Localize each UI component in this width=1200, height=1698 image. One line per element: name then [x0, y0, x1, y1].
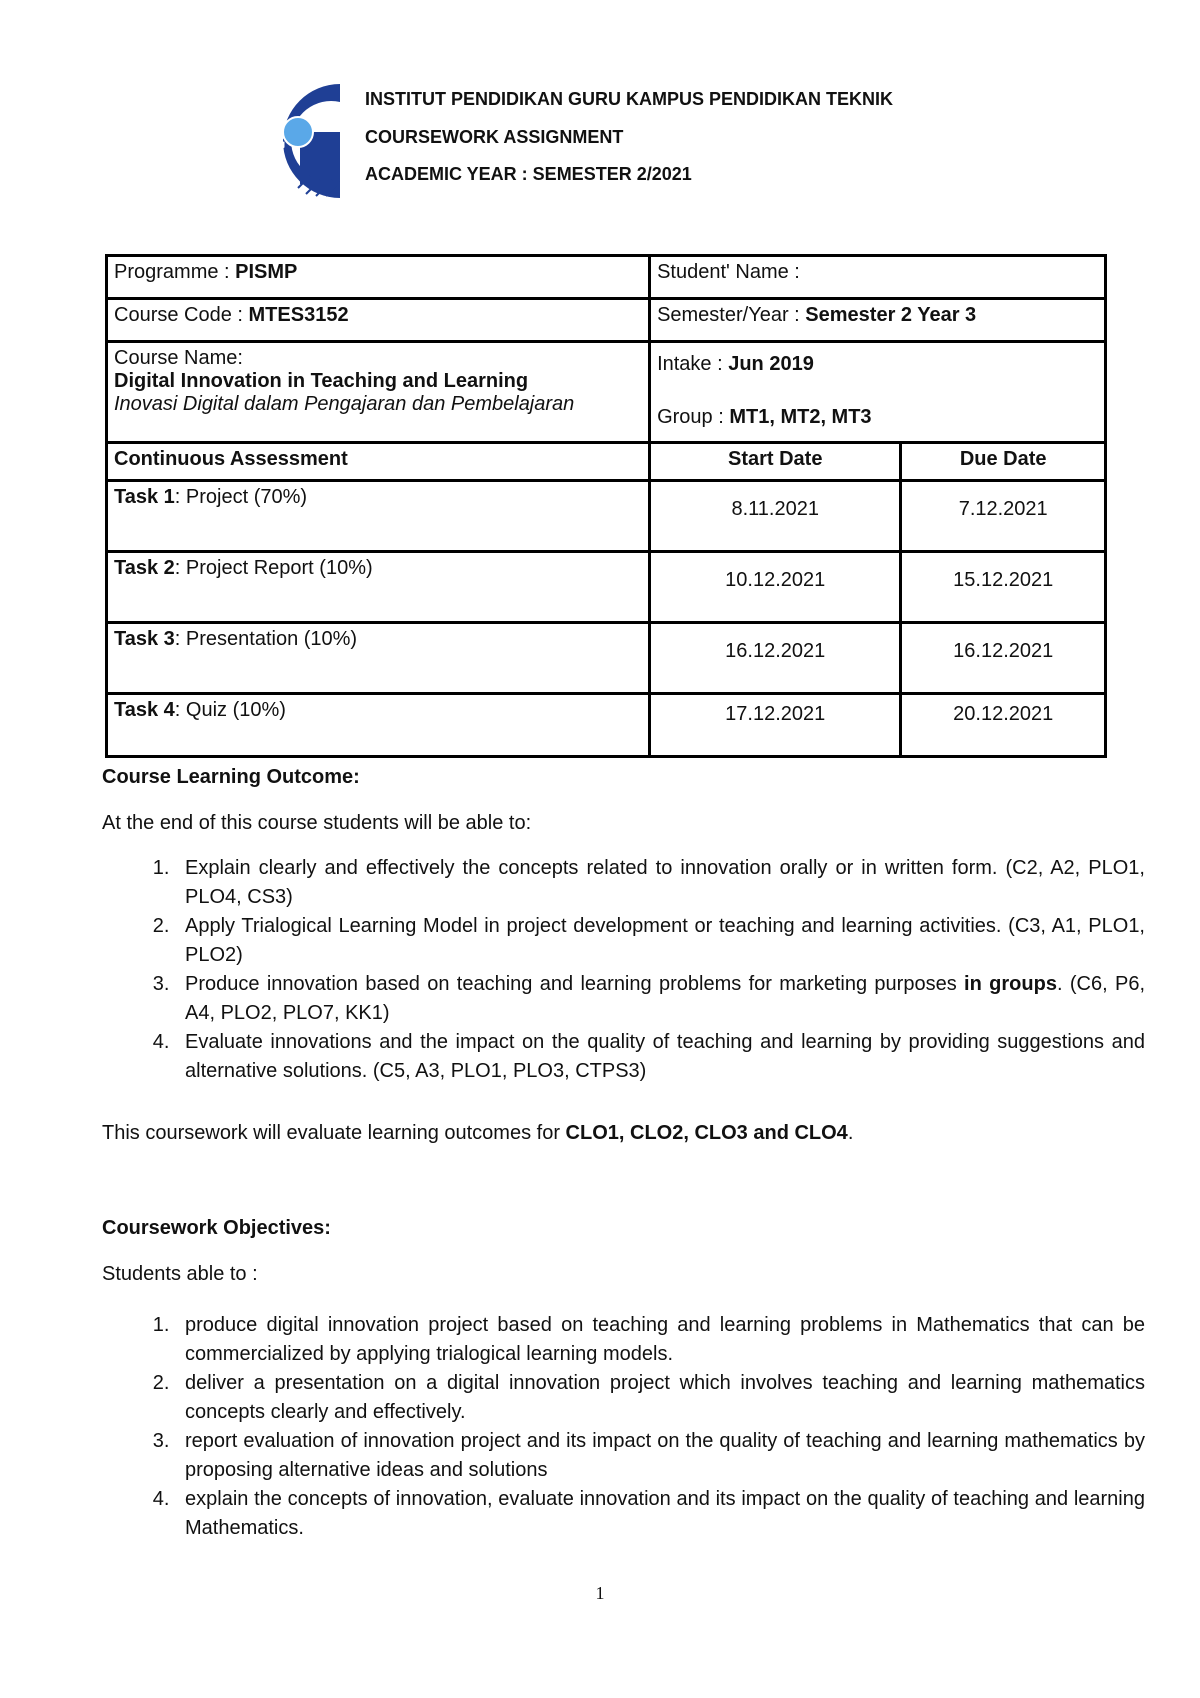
task-name: Task 2	[114, 557, 175, 579]
institution-name: INSTITUT PENDIDIKAN GURU KAMPUS PENDIDIKAN TEKNIK	[365, 89, 894, 109]
task-desc: : Quiz (10%)	[174, 699, 286, 721]
task-desc: : Presentation (10%)	[174, 628, 358, 650]
academic-year: ACADEMIC YEAR : SEMESTER 2/2021	[365, 164, 692, 184]
list-item: 1. Explain clearly and effectively the concepts related to innovation orally or in written form. (C2, A2, PLO1, PLO4, CS3)	[175, 854, 1145, 912]
programme-label: Programme :	[114, 261, 236, 283]
course-code-cell	[107, 299, 650, 342]
objectives-list	[135, 1311, 1145, 1543]
list-item: 3. Produce innovation based on teaching and learning problems for marketing purposes in groups. (C6, P6, A4, PLO2, PLO7, KK1)	[175, 970, 1145, 1028]
task-name: Task 4	[114, 699, 175, 721]
task-row	[107, 552, 1106, 623]
document-type: COURSEWORK ASSIGNMENT	[365, 127, 624, 147]
list-item: 2. deliver a presentation on a digital innovation project which involves teaching and learning mathematics concepts clearly and effectively.	[175, 1369, 1145, 1427]
task-desc: : Project Report (10%)	[174, 557, 373, 579]
logo-text: IPG	[248, 130, 286, 155]
course-name-malay: Inovasi Digital dalam Pengajaran dan Pembelajaran	[114, 393, 575, 415]
task-row	[107, 694, 1106, 757]
course-info-table	[105, 254, 1107, 758]
course-name-label: Course Name:	[114, 347, 243, 369]
course-name-english: Digital Innovation in Teaching and Learning	[114, 370, 529, 392]
task-start-date: 17.12.2021	[650, 694, 901, 757]
student-name-label: Student' Name :	[657, 261, 800, 283]
programme-cell	[107, 256, 650, 299]
programme-value: PISMP	[235, 261, 298, 283]
group-label: Group :	[657, 406, 730, 428]
task-start-date: 10.12.2021	[650, 552, 901, 623]
task-due-date: 20.12.2021	[901, 694, 1106, 757]
student-name-cell[interactable]	[650, 256, 1106, 299]
task-row	[107, 623, 1106, 694]
task-row	[107, 481, 1106, 552]
intake-group-cell	[650, 342, 1106, 443]
task-due-date: 7.12.2021	[901, 481, 1106, 552]
col-header-assessment: Continuous Assessment	[107, 443, 650, 481]
ipg-logo	[240, 84, 340, 198]
list-item: 4. Evaluate innovations and the impact on the quality of teaching and learning by providing suggestions and alternative solutions. (C5, A3, PLO1, PLO3, CTPS3)	[175, 1028, 1145, 1086]
intake-value: Jun 2019	[728, 353, 814, 375]
semester-value: Semester 2 Year 3	[805, 304, 977, 326]
task-name: Task 1	[114, 486, 175, 508]
task-desc: : Project (70%)	[174, 486, 308, 508]
col-header-due-date: Due Date	[901, 443, 1106, 481]
course-code-value: MTES3152	[248, 304, 349, 326]
course-name-cell	[107, 342, 650, 443]
list-item: 4. explain the concepts of innovation, evaluate innovation and its impact on the quality of teaching and learning Mathematics.	[175, 1485, 1145, 1543]
list-item: 3. report evaluation of innovation project and its impact on the quality of teaching and learning mathematics by proposing alternative ideas and solutions	[175, 1427, 1145, 1485]
task-due-date: 15.12.2021	[901, 552, 1106, 623]
objectives-intro: Students able to :	[102, 1263, 258, 1285]
list-item: 2. Apply Trialogical Learning Model in project development or teaching and learning activities. (C3, A1, PLO1, PLO2)	[175, 912, 1145, 970]
page-number: 1	[595, 1583, 605, 1603]
task-start-date: 16.12.2021	[650, 623, 901, 694]
semester-label: Semester/Year :	[657, 304, 806, 326]
task-start-date: 8.11.2021	[650, 481, 901, 552]
col-header-start-date: Start Date	[650, 443, 901, 481]
clo-heading: Course Learning Outcome:	[102, 766, 360, 788]
task-name: Task 3	[114, 628, 175, 650]
clo-intro: At the end of this course students will be able to:	[102, 812, 532, 834]
intake-label: Intake :	[657, 353, 729, 375]
task-due-date: 16.12.2021	[901, 623, 1106, 694]
clo-list	[135, 854, 1145, 1086]
semester-cell	[650, 299, 1106, 342]
clo-evaluate-statement: This coursework will evaluate learning outcomes for CLO1, CLO2, CLO3 and CLO4.	[102, 1122, 854, 1144]
group-value: MT1, MT2, MT3	[729, 406, 872, 428]
course-code-label: Course Code :	[114, 304, 249, 326]
list-item: 1. produce digital innovation project based on teaching and learning problems in Mathematics that can be commercialized by applying trialogical learning models.	[175, 1311, 1145, 1369]
objectives-heading: Coursework Objectives:	[102, 1217, 331, 1239]
